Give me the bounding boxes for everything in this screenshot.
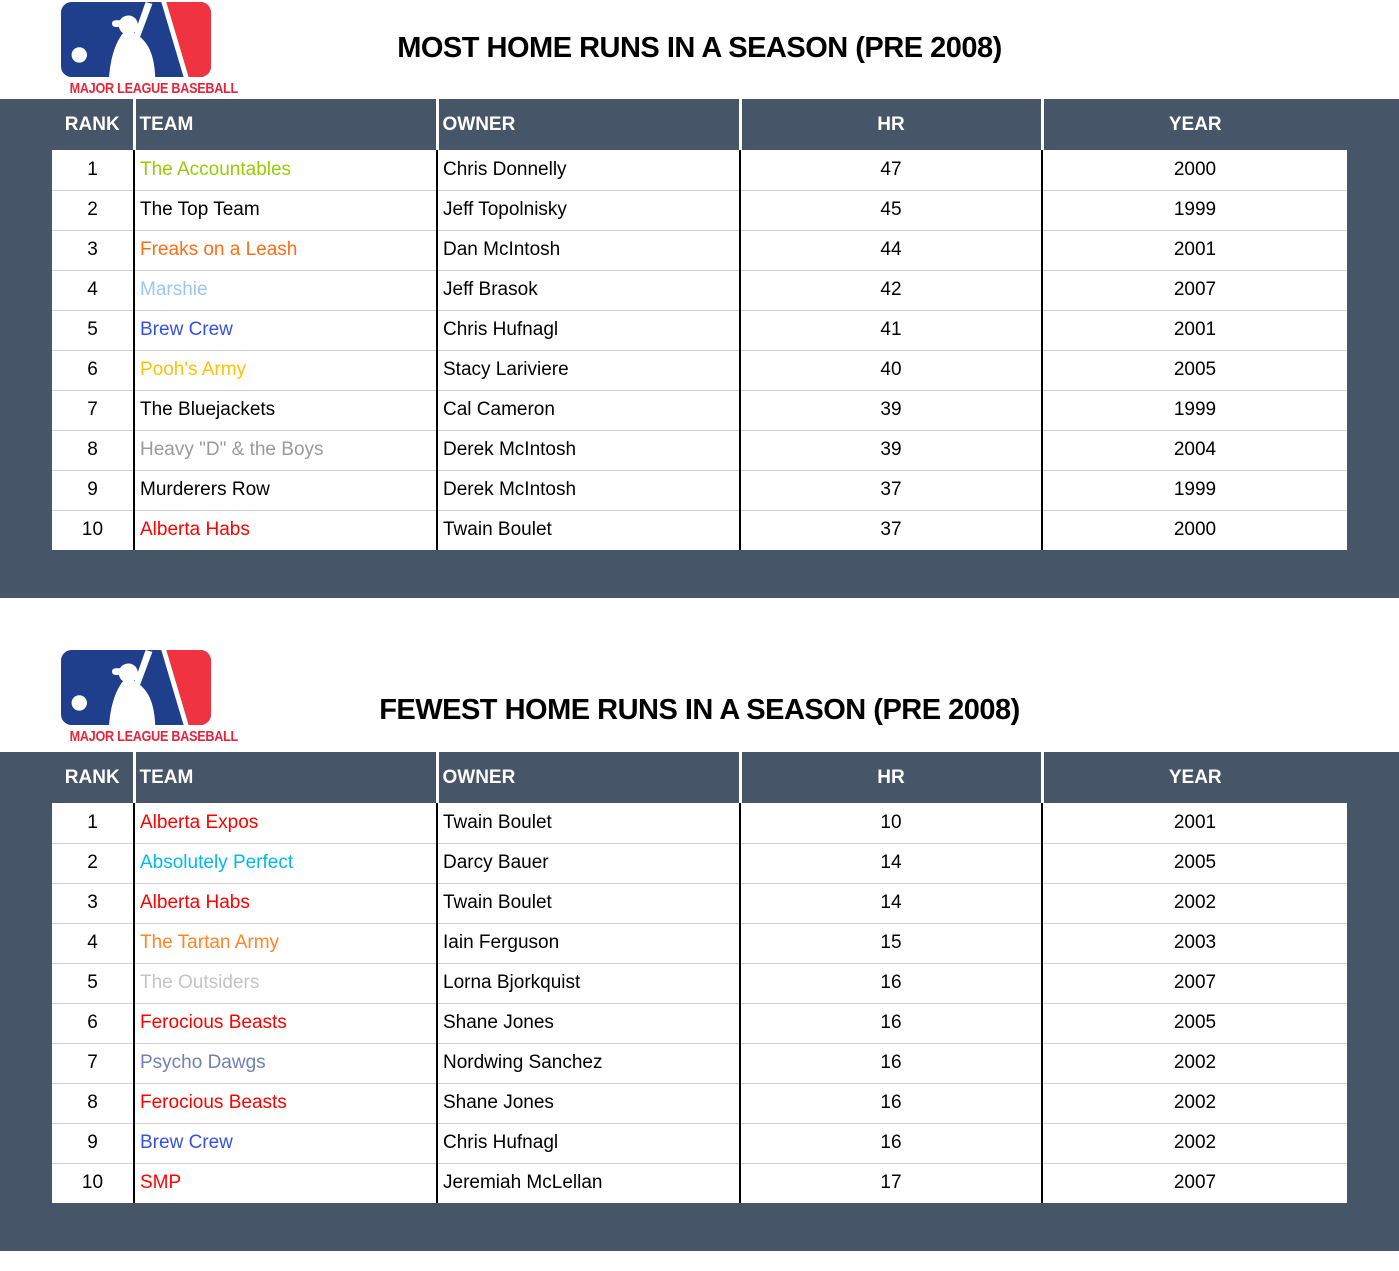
- team-cell: The Top Team: [134, 190, 437, 230]
- year-cell: 2007: [1042, 270, 1347, 310]
- team-cell: Ferocious Beasts: [134, 1083, 437, 1123]
- owner-cell: Twain Boulet: [437, 883, 740, 923]
- owner-cell: Nordwing Sanchez: [437, 1043, 740, 1083]
- table-row: [52, 1003, 1347, 1043]
- rank-cell: 10: [52, 1163, 134, 1203]
- column-header-owner: OWNER: [437, 99, 740, 150]
- table-row: [52, 350, 1347, 390]
- most-hr-table: [52, 99, 1347, 550]
- team-cell: Brew Crew: [134, 310, 437, 350]
- header-row: [52, 99, 1347, 150]
- year-cell: 2002: [1042, 883, 1347, 923]
- rank-cell: 6: [52, 1003, 134, 1043]
- column-header-hr: HR: [740, 99, 1042, 150]
- team-cell: Absolutely Perfect: [134, 843, 437, 883]
- hr-cell: 40: [740, 350, 1042, 390]
- header-row: [52, 752, 1347, 803]
- year-cell: 2005: [1042, 843, 1347, 883]
- team-cell: The Bluejackets: [134, 390, 437, 430]
- rank-cell: 10: [52, 510, 134, 550]
- year-cell: 2002: [1042, 1043, 1347, 1083]
- owner-cell: Jeff Topolnisky: [437, 190, 740, 230]
- column-header-rank: RANK: [52, 752, 134, 803]
- owner-cell: Iain Ferguson: [437, 923, 740, 963]
- hr-cell: 39: [740, 430, 1042, 470]
- owner-cell: Cal Cameron: [437, 390, 740, 430]
- year-cell: 2001: [1042, 310, 1347, 350]
- table-row: [52, 1083, 1347, 1123]
- rank-cell: 5: [52, 310, 134, 350]
- rank-cell: 2: [52, 190, 134, 230]
- rank-cell: 3: [52, 883, 134, 923]
- hr-cell: 41: [740, 310, 1042, 350]
- table-row: [52, 1123, 1347, 1163]
- team-cell: SMP: [134, 1163, 437, 1203]
- table-row: [52, 510, 1347, 550]
- most-hr-header: [0, 0, 1399, 99]
- rank-cell: 8: [52, 430, 134, 470]
- fewest-hr-section: [0, 598, 1399, 1251]
- team-cell: Heavy "D" & the Boys: [134, 430, 437, 470]
- team-cell: Alberta Expos: [134, 803, 437, 843]
- year-cell: 2001: [1042, 803, 1347, 843]
- hr-cell: 42: [740, 270, 1042, 310]
- hr-cell: 14: [740, 883, 1042, 923]
- owner-cell: Shane Jones: [437, 1003, 740, 1043]
- year-cell: 2005: [1042, 350, 1347, 390]
- owner-cell: Derek McIntosh: [437, 430, 740, 470]
- table-row: [52, 1043, 1347, 1083]
- column-header-team: TEAM: [134, 99, 437, 150]
- fewest-hr-header: [0, 598, 1399, 752]
- rank-cell: 2: [52, 843, 134, 883]
- table-row: [52, 470, 1347, 510]
- mlb-wordmark: MAJOR LEAGUE BASEBALL: [69, 728, 238, 745]
- rank-cell: 7: [52, 1043, 134, 1083]
- owner-cell: Derek McIntosh: [437, 470, 740, 510]
- rank-cell: 3: [52, 230, 134, 270]
- rank-cell: 4: [52, 923, 134, 963]
- team-cell: Brew Crew: [134, 1123, 437, 1163]
- year-cell: 1999: [1042, 190, 1347, 230]
- table-row: [52, 270, 1347, 310]
- owner-cell: Jeremiah McLellan: [437, 1163, 740, 1203]
- year-cell: 2004: [1042, 430, 1347, 470]
- hr-cell: 37: [740, 510, 1042, 550]
- owner-cell: Twain Boulet: [437, 510, 740, 550]
- column-header-rank: RANK: [52, 99, 134, 150]
- column-header-year: YEAR: [1042, 752, 1347, 803]
- hr-cell: 17: [740, 1163, 1042, 1203]
- rank-cell: 9: [52, 470, 134, 510]
- owner-cell: Dan McIntosh: [437, 230, 740, 270]
- table-row: [52, 390, 1347, 430]
- most-hr-band: [0, 99, 1399, 598]
- owner-cell: Shane Jones: [437, 1083, 740, 1123]
- table-row: [52, 963, 1347, 1003]
- year-cell: 2000: [1042, 510, 1347, 550]
- table-row: [52, 843, 1347, 883]
- table-row: [52, 230, 1347, 270]
- hr-cell: 15: [740, 923, 1042, 963]
- team-cell: The Outsiders: [134, 963, 437, 1003]
- rank-cell: 1: [52, 150, 134, 190]
- owner-cell: Chris Hufnagl: [437, 310, 740, 350]
- year-cell: 2005: [1042, 1003, 1347, 1043]
- hr-cell: 16: [740, 963, 1042, 1003]
- rank-cell: 9: [52, 1123, 134, 1163]
- year-cell: 2007: [1042, 1163, 1347, 1203]
- fewest-hr-band: [0, 752, 1399, 1251]
- year-cell: 2000: [1042, 150, 1347, 190]
- owner-cell: Jeff Brasok: [437, 270, 740, 310]
- column-header-team: TEAM: [134, 752, 437, 803]
- owner-cell: Twain Boulet: [437, 803, 740, 843]
- column-header-owner: OWNER: [437, 752, 740, 803]
- table-row: [52, 883, 1347, 923]
- team-cell: Marshie: [134, 270, 437, 310]
- owner-cell: Chris Hufnagl: [437, 1123, 740, 1163]
- hr-cell: 16: [740, 1123, 1042, 1163]
- year-cell: 1999: [1042, 390, 1347, 430]
- column-header-hr: HR: [740, 752, 1042, 803]
- most-hr-section: [0, 0, 1399, 598]
- fewest-hr-title: FEWEST HOME RUNS IN A SEASON (PRE 2008): [379, 694, 1020, 726]
- year-cell: 2007: [1042, 963, 1347, 1003]
- team-cell: Alberta Habs: [134, 883, 437, 923]
- hr-cell: 10: [740, 803, 1042, 843]
- owner-cell: Darcy Bauer: [437, 843, 740, 883]
- hr-cell: 37: [740, 470, 1042, 510]
- team-cell: Alberta Habs: [134, 510, 437, 550]
- table-row: [52, 150, 1347, 190]
- hr-cell: 39: [740, 390, 1042, 430]
- table-row: [52, 1163, 1347, 1203]
- hr-cell: 14: [740, 843, 1042, 883]
- hr-cell: 16: [740, 1083, 1042, 1123]
- team-cell: Murderers Row: [134, 470, 437, 510]
- table-row: [52, 310, 1347, 350]
- team-cell: Psycho Dawgs: [134, 1043, 437, 1083]
- table-row: [52, 923, 1347, 963]
- most-hr-title: MOST HOME RUNS IN A SEASON (PRE 2008): [397, 32, 1002, 64]
- hr-cell: 47: [740, 150, 1042, 190]
- owner-cell: Lorna Bjorkquist: [437, 963, 740, 1003]
- year-cell: 2001: [1042, 230, 1347, 270]
- team-cell: Freaks on a Leash: [134, 230, 437, 270]
- rank-cell: 1: [52, 803, 134, 843]
- hr-cell: 16: [740, 1043, 1042, 1083]
- rank-cell: 6: [52, 350, 134, 390]
- year-cell: 1999: [1042, 470, 1347, 510]
- team-cell: Pooh's Army: [134, 350, 437, 390]
- table-row: [52, 190, 1347, 230]
- hr-cell: 44: [740, 230, 1042, 270]
- mlb-wordmark: MAJOR LEAGUE BASEBALL: [69, 80, 238, 97]
- hr-cell: 16: [740, 1003, 1042, 1043]
- year-cell: 2002: [1042, 1123, 1347, 1163]
- team-cell: The Tartan Army: [134, 923, 437, 963]
- team-cell: The Accountables: [134, 150, 437, 190]
- rank-cell: 4: [52, 270, 134, 310]
- fewest-hr-table: [52, 752, 1347, 1203]
- rank-cell: 5: [52, 963, 134, 1003]
- year-cell: 2002: [1042, 1083, 1347, 1123]
- rank-cell: 8: [52, 1083, 134, 1123]
- hr-cell: 45: [740, 190, 1042, 230]
- table-row: [52, 803, 1347, 843]
- owner-cell: Stacy Lariviere: [437, 350, 740, 390]
- year-cell: 2003: [1042, 923, 1347, 963]
- column-header-year: YEAR: [1042, 99, 1347, 150]
- owner-cell: Chris Donnelly: [437, 150, 740, 190]
- rank-cell: 7: [52, 390, 134, 430]
- table-row: [52, 430, 1347, 470]
- team-cell: Ferocious Beasts: [134, 1003, 437, 1043]
